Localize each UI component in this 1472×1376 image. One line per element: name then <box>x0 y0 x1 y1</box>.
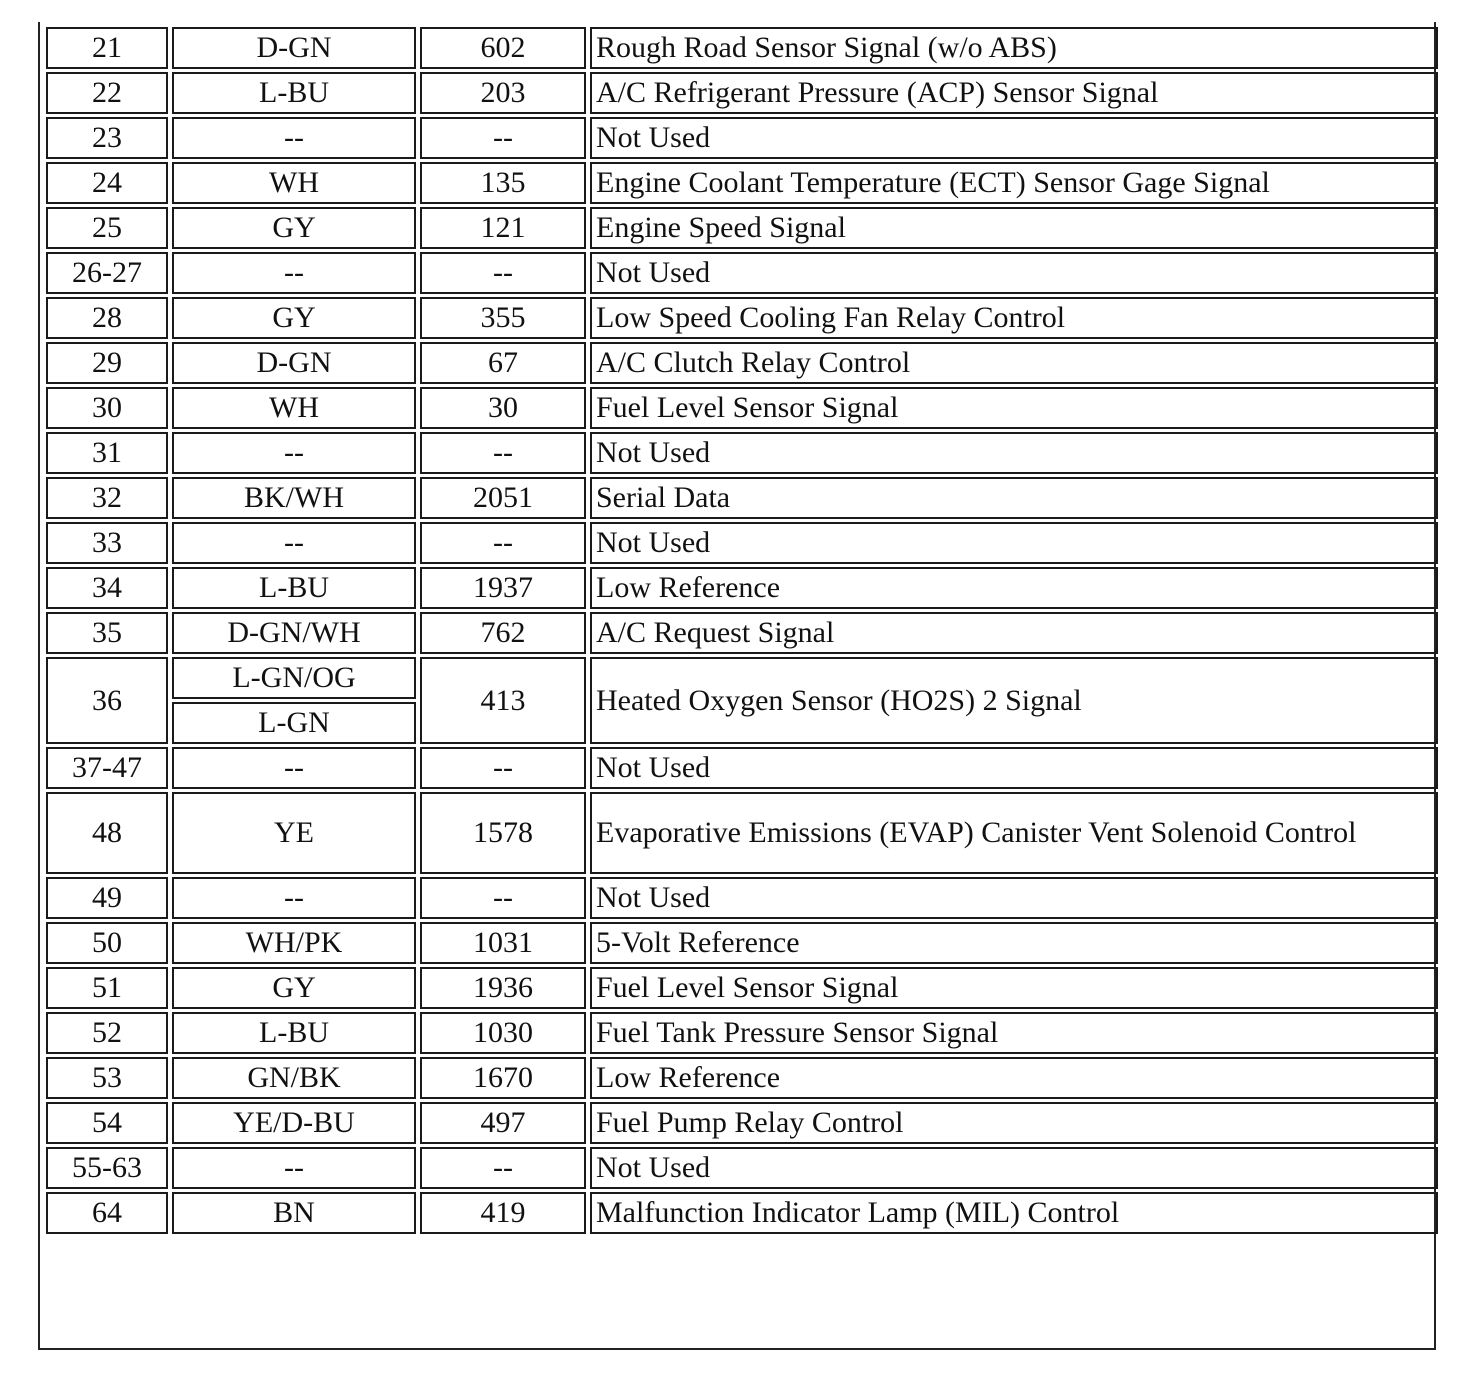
circuit-number-cell: 30 <box>420 387 586 429</box>
circuit-number-cell: -- <box>420 522 586 564</box>
table-row <box>46 1102 1438 1144</box>
table-row <box>46 1057 1438 1099</box>
pin-cell: 37-47 <box>46 747 168 789</box>
table-row <box>46 342 1438 384</box>
function-cell: Not Used <box>590 117 1438 159</box>
pin-cell: 29 <box>46 342 168 384</box>
table-row <box>46 922 1438 964</box>
pin-cell: 32 <box>46 477 168 519</box>
function-cell: Fuel Tank Pressure Sensor Signal <box>590 1012 1438 1054</box>
circuit-number-cell: 1937 <box>420 567 586 609</box>
pin-cell: 55-63 <box>46 1147 168 1189</box>
table-row <box>46 567 1438 609</box>
table-row <box>46 432 1438 474</box>
function-cell: Engine Speed Signal <box>590 207 1438 249</box>
table-row <box>46 297 1438 339</box>
pin-cell: 25 <box>46 207 168 249</box>
pin-cell: 64 <box>46 1192 168 1234</box>
circuit-number-cell: -- <box>420 252 586 294</box>
wire-color-cell: -- <box>172 522 416 564</box>
function-cell: Fuel Level Sensor Signal <box>590 387 1438 429</box>
table-row <box>46 252 1438 294</box>
circuit-number-cell: 1936 <box>420 967 586 1009</box>
wire-color-cell: GY <box>172 207 416 249</box>
pin-cell: 36 <box>46 657 168 744</box>
pin-cell: 33 <box>46 522 168 564</box>
pin-cell: 53 <box>46 1057 168 1099</box>
table-row <box>46 522 1438 564</box>
function-cell: Engine Coolant Temperature (ECT) Sensor Gage Signal <box>590 162 1438 204</box>
circuit-number-cell: 67 <box>420 342 586 384</box>
circuit-number-cell: -- <box>420 1147 586 1189</box>
function-cell: Heated Oxygen Sensor (HO2S) 2 Signal <box>590 657 1438 744</box>
table-row <box>46 967 1438 1009</box>
circuit-number-cell: 413 <box>420 657 586 744</box>
pin-cell: 52 <box>46 1012 168 1054</box>
pin-cell: 35 <box>46 612 168 654</box>
wire-color-cell: L-GN/OG <box>172 657 416 699</box>
circuit-number-cell: 762 <box>420 612 586 654</box>
circuit-number-cell: 419 <box>420 1192 586 1234</box>
table-row <box>46 1192 1438 1234</box>
table-row <box>46 1012 1438 1054</box>
wire-color-cell: L-BU <box>172 72 416 114</box>
function-cell: Malfunction Indicator Lamp (MIL) Control <box>590 1192 1438 1234</box>
pin-cell: 49 <box>46 877 168 919</box>
pin-cell: 26-27 <box>46 252 168 294</box>
function-cell: Not Used <box>590 522 1438 564</box>
circuit-number-cell: -- <box>420 877 586 919</box>
table-row <box>46 27 1438 69</box>
wire-color-cell: D-GN/WH <box>172 612 416 654</box>
wire-color-cell: -- <box>172 432 416 474</box>
function-cell: Serial Data <box>590 477 1438 519</box>
wire-color-cell: GY <box>172 967 416 1009</box>
function-cell: Evaporative Emissions (EVAP) Canister Vent Solenoid Control <box>590 792 1438 874</box>
table-row <box>46 387 1438 429</box>
function-cell: Not Used <box>590 747 1438 789</box>
function-cell: Not Used <box>590 1147 1438 1189</box>
function-cell: Fuel Pump Relay Control <box>590 1102 1438 1144</box>
table-row <box>46 612 1438 654</box>
wire-color-cell: L-BU <box>172 567 416 609</box>
function-cell: Low Reference <box>590 567 1438 609</box>
table-row <box>46 72 1438 114</box>
table-body <box>46 27 1438 1234</box>
pin-cell: 48 <box>46 792 168 874</box>
function-cell: Not Used <box>590 432 1438 474</box>
table-row <box>46 207 1438 249</box>
pin-cell: 22 <box>46 72 168 114</box>
wire-color-cell: -- <box>172 117 416 159</box>
wire-color-cell: WH/PK <box>172 922 416 964</box>
wire-color-cell: L-GN <box>172 702 416 744</box>
function-cell: A/C Refrigerant Pressure (ACP) Sensor Signal <box>590 72 1438 114</box>
function-cell: Not Used <box>590 877 1438 919</box>
wire-color-cell: GN/BK <box>172 1057 416 1099</box>
pin-cell: 34 <box>46 567 168 609</box>
pin-cell: 23 <box>46 117 168 159</box>
wire-color-cell: -- <box>172 1147 416 1189</box>
table-row <box>46 477 1438 519</box>
wire-color-cell: WH <box>172 162 416 204</box>
wire-color-cell: BN <box>172 1192 416 1234</box>
table-row <box>46 117 1438 159</box>
wire-color-cell: D-GN <box>172 342 416 384</box>
function-cell: 5-Volt Reference <box>590 922 1438 964</box>
pin-cell: 54 <box>46 1102 168 1144</box>
table-row <box>46 657 1438 699</box>
wire-color-cell: -- <box>172 252 416 294</box>
wire-color-cell: -- <box>172 877 416 919</box>
circuit-number-cell: 1670 <box>420 1057 586 1099</box>
wire-color-cell: YE <box>172 792 416 874</box>
connector-pinout-table <box>42 24 1442 1237</box>
pin-cell: 28 <box>46 297 168 339</box>
function-cell: Not Used <box>590 252 1438 294</box>
circuit-number-cell: -- <box>420 117 586 159</box>
wire-color-cell: L-BU <box>172 1012 416 1054</box>
circuit-number-cell: 355 <box>420 297 586 339</box>
pin-cell: 31 <box>46 432 168 474</box>
pin-cell: 30 <box>46 387 168 429</box>
function-cell: Low Speed Cooling Fan Relay Control <box>590 297 1438 339</box>
table-row <box>46 792 1438 874</box>
circuit-number-cell: 602 <box>420 27 586 69</box>
circuit-number-cell: 1030 <box>420 1012 586 1054</box>
wire-color-cell: YE/D-BU <box>172 1102 416 1144</box>
pin-cell: 50 <box>46 922 168 964</box>
function-cell: A/C Request Signal <box>590 612 1438 654</box>
function-cell: Fuel Level Sensor Signal <box>590 967 1438 1009</box>
pin-cell: 24 <box>46 162 168 204</box>
circuit-number-cell: 497 <box>420 1102 586 1144</box>
table-row <box>46 1147 1438 1189</box>
wire-color-cell: WH <box>172 387 416 429</box>
circuit-number-cell: 135 <box>420 162 586 204</box>
circuit-number-cell: -- <box>420 432 586 474</box>
wire-color-cell: D-GN <box>172 27 416 69</box>
function-cell: Rough Road Sensor Signal (w/o ABS) <box>590 27 1438 69</box>
function-cell: Low Reference <box>590 1057 1438 1099</box>
circuit-number-cell: 203 <box>420 72 586 114</box>
circuit-number-cell: 1031 <box>420 922 586 964</box>
circuit-number-cell: -- <box>420 747 586 789</box>
wire-color-cell: GY <box>172 297 416 339</box>
table-row <box>46 747 1438 789</box>
table-row <box>46 162 1438 204</box>
pin-cell: 51 <box>46 967 168 1009</box>
pin-cell: 21 <box>46 27 168 69</box>
circuit-number-cell: 121 <box>420 207 586 249</box>
function-cell: A/C Clutch Relay Control <box>590 342 1438 384</box>
table-row <box>46 877 1438 919</box>
circuit-number-cell: 1578 <box>420 792 586 874</box>
wire-color-cell: BK/WH <box>172 477 416 519</box>
wire-color-cell: -- <box>172 747 416 789</box>
circuit-number-cell: 2051 <box>420 477 586 519</box>
